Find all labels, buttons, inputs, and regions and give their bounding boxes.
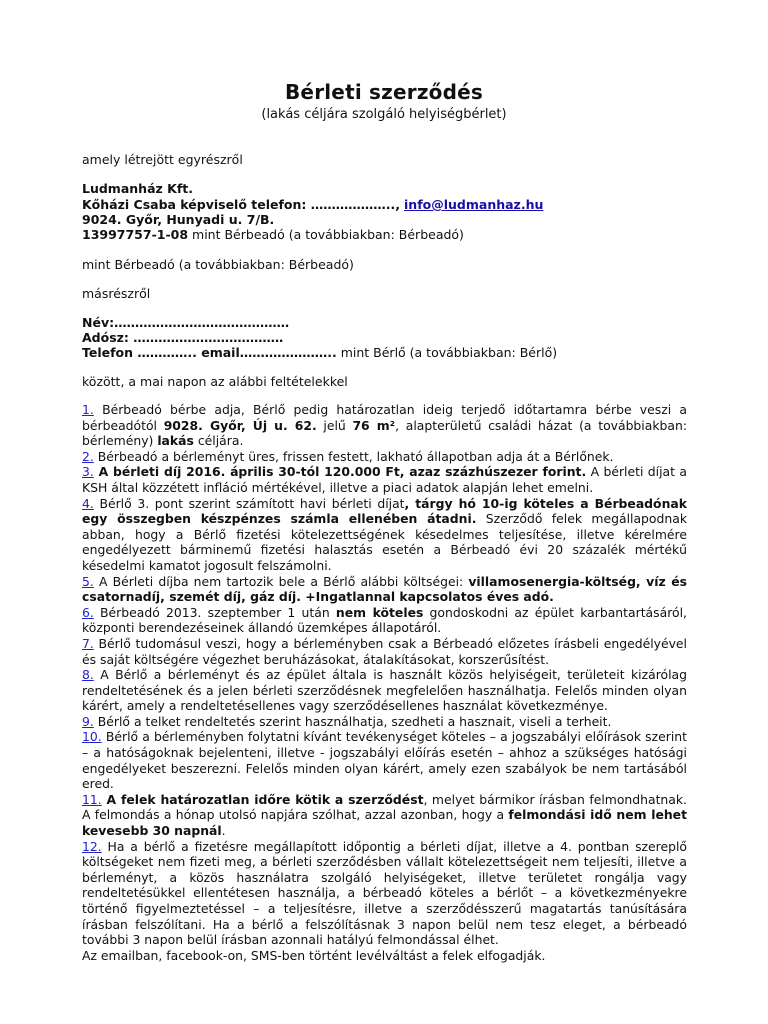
other-side-text: másrészről [82, 286, 151, 301]
document-title: Bérleti szerződés [284, 80, 483, 104]
clauses-body [82, 402, 687, 963]
clause-12: 12. Ha a bérlő a fizetésre megállapított időpontig a bérleti díjat, illetve a 4. pontban szereplő költségeket nem fizeti meg, a bérleti szerződésben vállalt kötelezettségeit nem teljesíti, illetve a bérleményt, a közös használatra szolgáló helyiségeket, illetve területet rongálja vagy rendeltetésükkel ellentétesen használja, a bérbeadó köteles a bérlőt – a következményekre történő figyelmeztetéssel – a teljesítésre, illetve a szerződésszerű magatartás tanúsítására írásban felszólítani. Ha a bérlő a felszólításnak 3 napon belül nem tesz eleget, a bérbeadó további 3 napon belül írásban azonnali hatályú felmondással élhet. [82, 838, 687, 948]
clause-number: 6. [82, 604, 94, 620]
clause-number: 8. [82, 667, 94, 683]
clause-number: 2. [82, 448, 94, 464]
clause-number: 11. [82, 791, 102, 807]
clause-number: 5. [82, 573, 94, 589]
landlord-name: Ludmanház Kft. [82, 181, 193, 196]
landlord-email-link[interactable]: info@ludmanhaz.hu [404, 197, 544, 212]
clause-5: 5. A Bérleti díjba nem tartozik bele a Bérlő alábbi költségei: villamosenergia-költség, víz és csatornadíj, szemét díj, gáz díj. +Ingatlannal kapcsolatos éves adó. [82, 573, 687, 605]
clause-number: 12. [82, 838, 102, 854]
landlord-registration [82, 227, 464, 242]
clause-2: 2. Bérbeadó a bérleményt üres, frissen festett, lakható állapotban adja át a Bérlőnek. [82, 448, 614, 464]
landlord-reg-no: 13997757-1-08 [82, 227, 189, 242]
clause-number: 10. [82, 729, 102, 745]
tenant-contact [82, 345, 557, 360]
intro-text: amely létrejött egyrészről [82, 152, 243, 167]
tenant-tax-line: Adósz: ……………………………… [82, 330, 284, 345]
landlord-rep: Kőházi Csaba képviselő telefon: ……………….., [82, 197, 401, 212]
tenant-role: mint Bérlő (a továbbiakban: Bérlő) [336, 345, 558, 360]
landlord-address: 9024. Győr, Hunyadi u. 7/B. [82, 212, 275, 227]
clause-number: 7. [82, 635, 94, 651]
clause-3: 3. A bérleti díj 2016. április 30-tól 120.000 Ft, azaz százhúszezer forint. A bérleti díjat a KSH által közzétett infláció mértékével, illetve a piaci adatok alapján lehet emelni. [82, 464, 687, 495]
landlord-contact [82, 197, 543, 212]
clause-4: 4. Bérlő 3. pont szerint számított havi bérleti díjat, tárgy hó 10-ig köteles a Bérbeadónak egy összegben készpénzes számla ellenében átadni. Szerződő felek megállapodnak abban, hogy a Bérlő fizetési kötelezettségének késedelmes teljesítése, illetve kérelmére engedélyezett bárminemű fizetési halasztás esetén a Bérbeadó évi 20 százalék mértékű késedelmi kamatot jogosult felszámolni. [82, 495, 687, 573]
clause-11: 11. A felek határozatlan időre kötik a szerződést, melyet bármikor írásban felmondhatnak. A felmondás a hónap utolsó napjára szólhat, azzal azonban, hogy a felmondási idő nem lehet kevesebb 30 napnál. [82, 791, 687, 839]
clause-8: 8. A Bérlő a bérleményt és az épület általa is használt közös helyiségeit, területeit kizárólag rendeltetésének és a jelen bérleti szerződésnek megfelelően használhatja. Felelős minden olyan kárért, amely a rendeltetésellenes vagy szerződésellenes használat következménye. [82, 667, 687, 714]
clause-9: 9. Bérlő a telket rendeltetés szerint használhatja, szedheti a hasznait, viseli a terheit. [82, 713, 612, 729]
clause-number: 4. [82, 495, 94, 511]
clause-10: 10. Bérlő a bérleményben folytatni kívánt tevékenységet köteles – a jogszabályi előírások szerint – a hatóságoknak bejelenteni, illetve - jogszabályi előírás esetén – ahhoz a szükséges hatósági engedélyeket beszerezni. Felelős minden olyan kárért, amely ezen szabályok be nem tartásából ered. [82, 729, 687, 792]
role-repeat: mint Bérbeadó (a továbbiakban: Bérbeadó) [82, 257, 354, 272]
closing-text: Az emailban, facebook-on, SMS-ben történt levélváltást a felek elfogadják. [82, 947, 546, 963]
clause-number: 9. [82, 713, 94, 729]
landlord-role: mint Bérbeadó (a továbbiakban: Bérbeadó) [188, 227, 464, 242]
tenant-name-line: Név:…………………………………… [82, 315, 290, 330]
tenant-contact-line: Telefon ………….. email………………….. [82, 345, 337, 360]
clause-number: 1. [82, 402, 94, 417]
between-text: között, a mai napon az alábbi feltételekkel [82, 374, 348, 389]
clause-7: 7. Bérlő tudomásul veszi, hogy a bérleményben csak a Bérbeadó előzetes írásbeli engedélyével és saját költségére végezhet beruházásokat, átalakításokat, korszerűsítést. [82, 635, 687, 667]
clause-number: 3. [82, 464, 94, 480]
document-subtitle: (lakás céljára szolgáló helyiségbérlet) [261, 107, 507, 122]
clause-1: 1. Bérbeadó bérbe adja, Bérlő pedig határozatlan ideig terjedő időtartamra bérbe veszi a bérbeadótól 9028. Győr, Új u. 62. jelű 76 m², alapterületű családi házat (a továbbiakban: bérlemény) lakás céljára. [82, 402, 687, 449]
clause-6: 6. Bérbeadó 2013. szeptember 1 után nem köteles gondoskodni az épület karbantartásáról, központi berendezéseinek állandó üzemképes állapotáról. [82, 604, 687, 636]
